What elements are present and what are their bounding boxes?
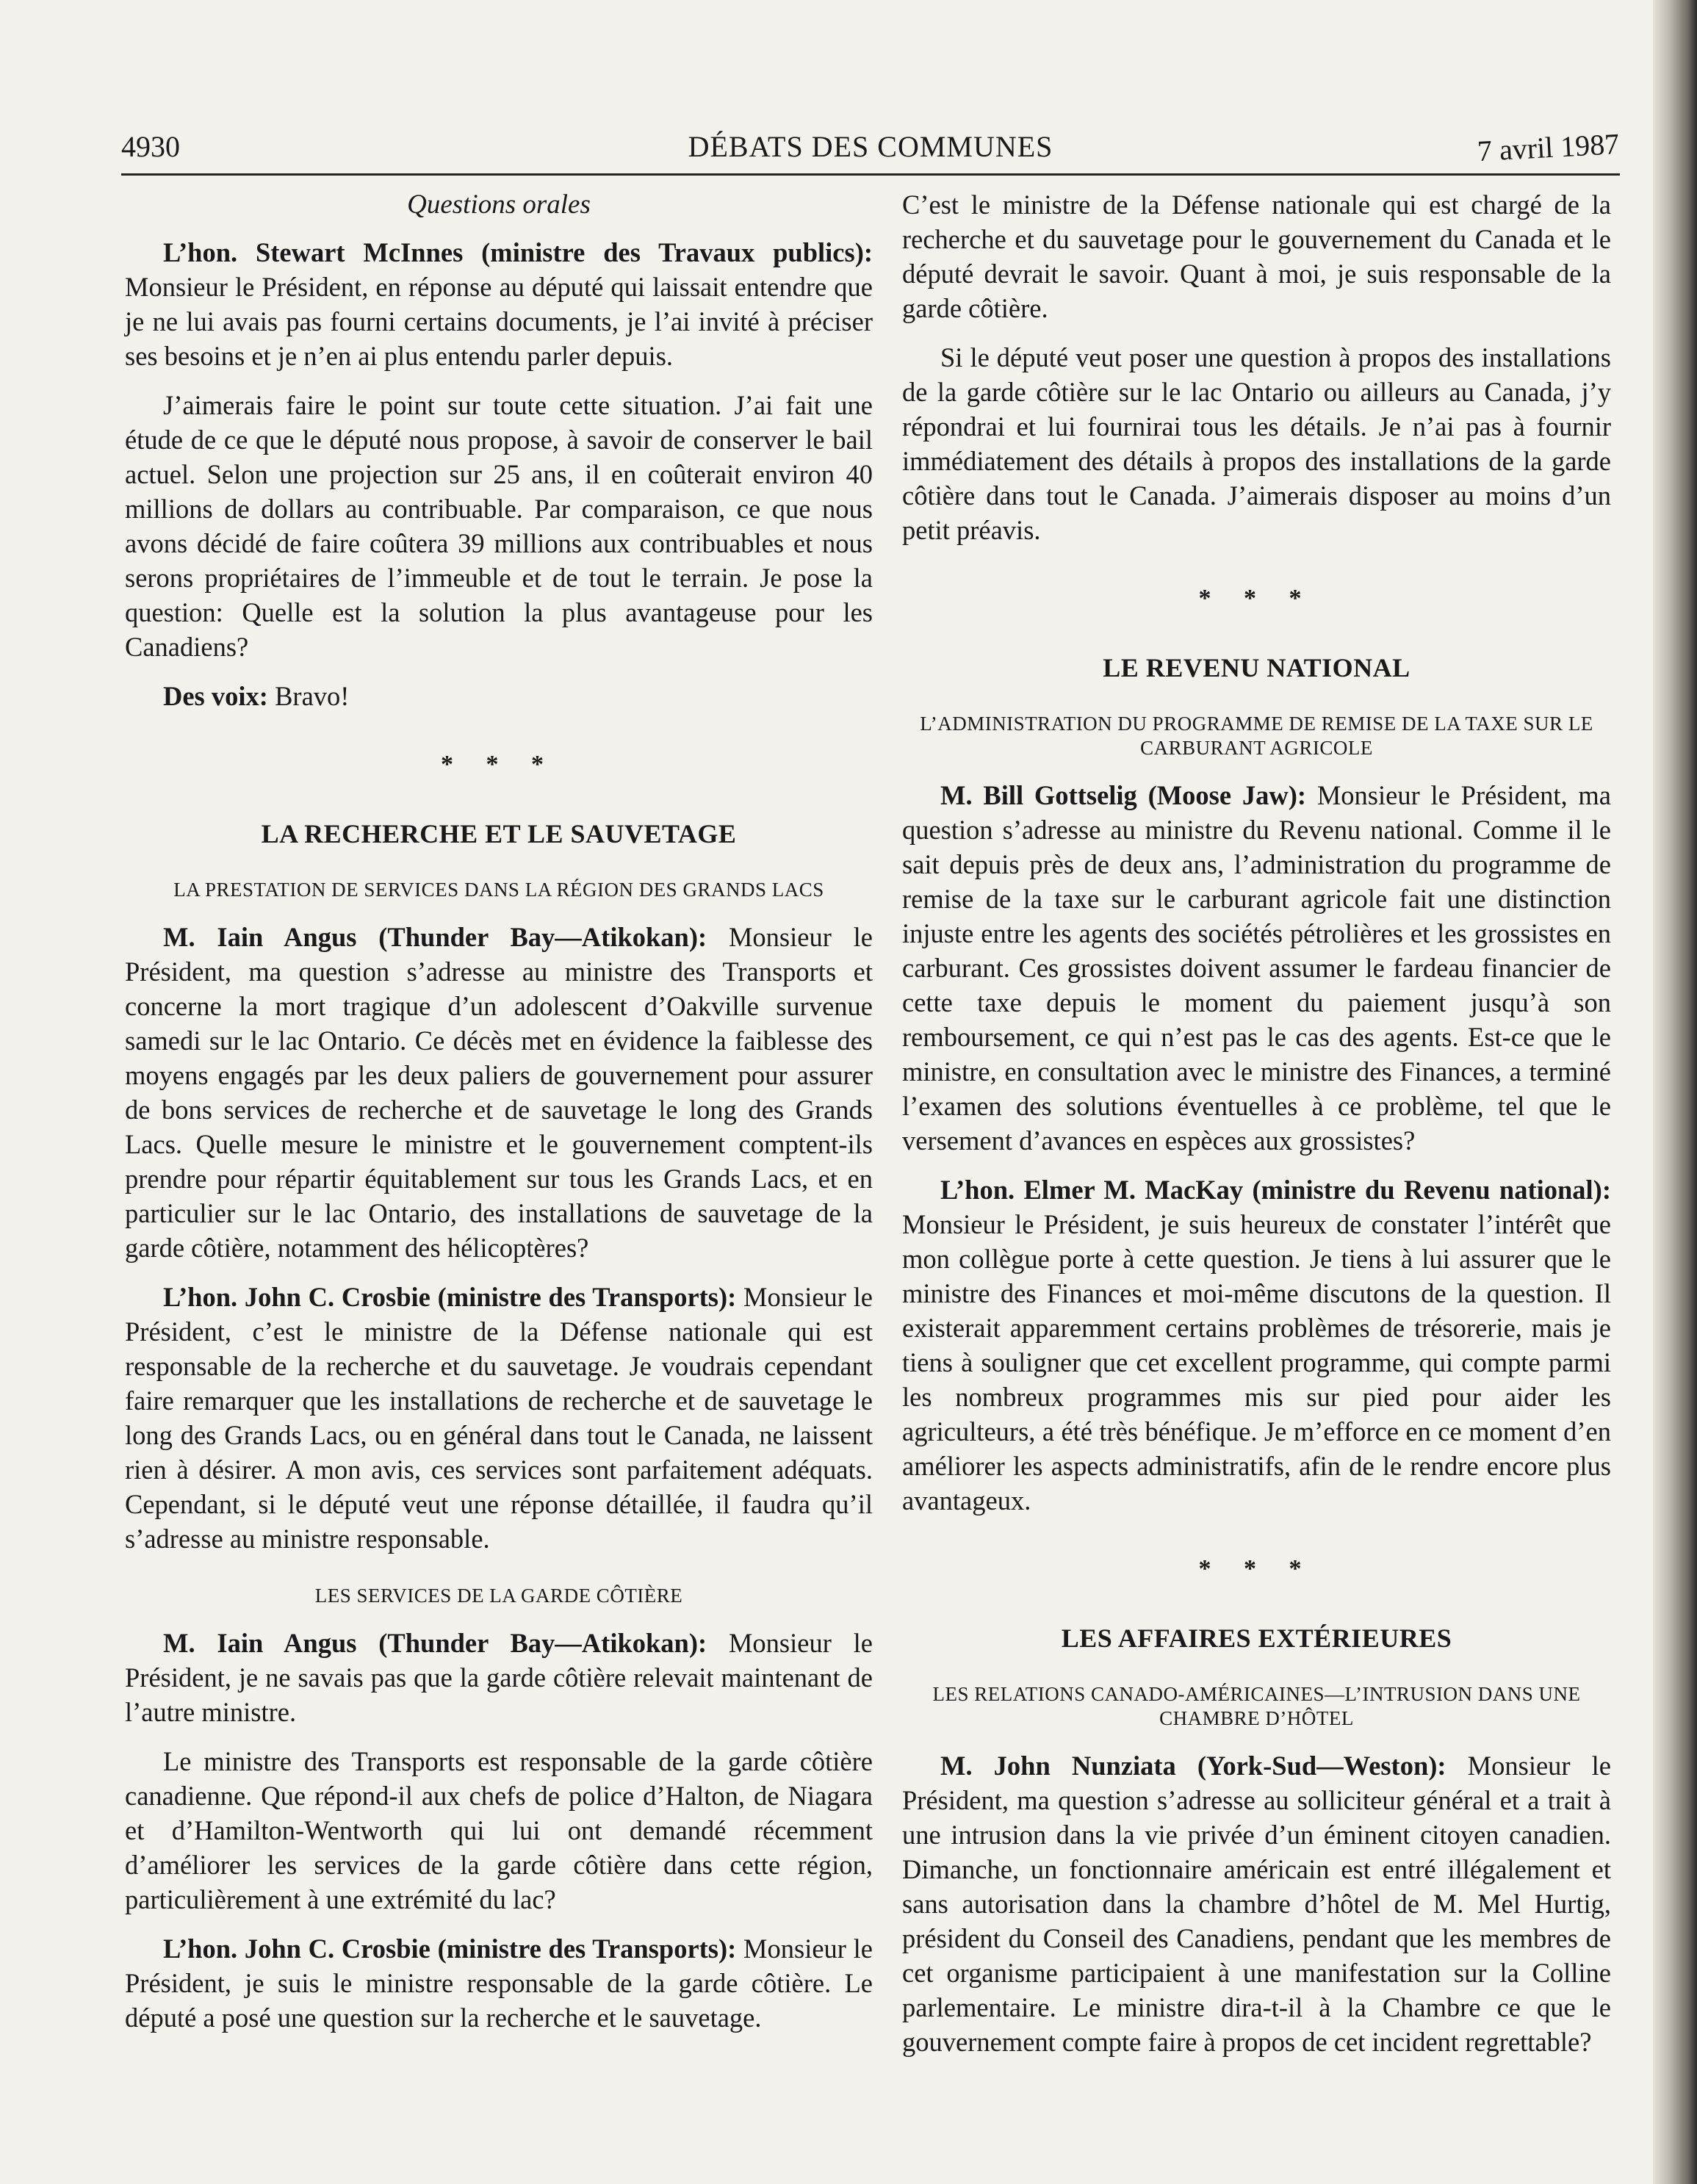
speaker-name: Des voix:	[163, 681, 268, 711]
speaker-name: L’hon. Stewart McInnes (ministre des Travaux publics):	[163, 237, 873, 267]
speaker-name: M. Bill Gottselig (Moose Jaw):	[940, 780, 1307, 810]
section-heading: LES AFFAIRES EXTÉRIEURES	[1061, 1623, 1452, 1653]
page-number: 4930	[121, 130, 180, 163]
left-column	[125, 187, 873, 2050]
subheading: LES RELATIONS CANADO-AMÉRICAINES—L’INTRUSION DANS UNE CHAMBRE D’HÔTEL	[932, 1683, 1581, 1729]
paragraph	[125, 1280, 873, 1556]
speech-text: Monsieur le Président, c’est le ministre de la Défense nationale qui est responsable de la recherche et du sauvetage. Je voudrais cependant faire remarquer que les installations de recherche et de sauvetage le long des Grands Lacs, ou en général dans tout le Canada, ne laissent rien à désirer. A mon avis, ces services sont parfaitement adéquats. Cependant, si le député veut une réponse détaillée, il faudra qu’il s’adresse au ministre responsable.	[125, 1282, 873, 1554]
speech-text: Monsieur le Président, je ne savais pas que la garde côtière relevait maintenant de l’autre ministre.	[125, 1628, 873, 1727]
paragraph	[125, 235, 873, 373]
subheading: LES SERVICES DE LA GARDE CÔTIÈRE	[314, 1585, 683, 1607]
speaker-name: M. John Nunziata (York-Sud—Weston):	[940, 1751, 1446, 1781]
speech-text: Monsieur le Président, je suis heureux de constater l’intérêt que mon collègue porte à cette question. Je tiens à lui assurer que le ministre des Finances et moi-même discutons de la question. Il existerait apparemment certains problèmes de trésorerie, mais je tiens à souligner que cet excellent programme, qui compte parmi les nombreux programmes mis sur pied pour aider les agriculteurs, a été très bénéfique. Je m’efforce en ce moment d’en améliorer les aspects administratifs, afin de le rendre encore plus avantageux.	[902, 1209, 1611, 1516]
paragraph	[125, 1931, 873, 2035]
speech-text: Monsieur le Président, en réponse au député qui laissait entendre que je ne lui avais pas fourni certains documents, je l’ai invité à préciser ses besoins et je n’en ai plus entendu parler depuis.	[125, 272, 873, 371]
page-binding-edge	[1653, 0, 1697, 2184]
paragraph	[125, 920, 873, 1265]
right-column	[902, 187, 1611, 2074]
speech-text: Monsieur le Président, je suis le ministre responsable de la garde côtière. Le député a posé une question sur la recherche et le sauvetage.	[125, 1933, 873, 2033]
paragraph: J’aimerais faire le point sur toute cette situation. J’ai fait une étude de ce que le député nous propose, à savoir de conserver le bail actuel. Selon une projection sur 25 ans, il en coûterait environ 40 millions de dollars au contribuable. Par comparaison, ce que nous avons décidé de faire coûtera 39 millions aux contribuables et nous serons propriétaires de l’immeuble et de tout le terrain. Je pose la question: Quelle est la solution la plus avantageuse pour les Canadiens?	[125, 390, 873, 662]
speaker-name: L’hon. John C. Crosbie (ministre des Transports):	[163, 1933, 737, 1964]
section-heading: LE REVENU NATIONAL	[1103, 653, 1410, 682]
section-separator: * * *	[1198, 1555, 1315, 1582]
speaker-name: L’hon. Elmer M. MacKay (ministre du Revenu national):	[940, 1175, 1611, 1205]
page-header	[121, 126, 1620, 176]
section-heading: LA RECHERCHE ET LE SAUVETAGE	[261, 819, 737, 848]
page-date: 7 avril 1987	[1476, 127, 1620, 168]
subheading: L’ADMINISTRATION DU PROGRAMME DE REMISE DE LA TAXE SUR LE CARBURANT AGRICOLE	[920, 713, 1593, 759]
section-separator: * * *	[441, 751, 557, 778]
paragraph	[902, 1748, 1611, 2059]
paragraph	[125, 679, 873, 713]
paragraph	[902, 778, 1611, 1158]
speaker-name: M. Iain Angus (Thunder Bay—Atikokan):	[163, 922, 707, 952]
paragraph: Le ministre des Transports est responsable de la garde côtière canadienne. Que répond-il aux chefs de police d’Halton, de Niagara et d’Hamilton-Wentworth qui lui ont demandé récemment d’améliorer les services de la garde côtière dans cette région, particulièrement à une extrémité du lac?	[125, 1746, 873, 1914]
speaker-name: L’hon. John C. Crosbie (ministre des Transports):	[163, 1282, 737, 1312]
section-separator: * * *	[1198, 585, 1315, 612]
speech-text: Monsieur le Président, ma question s’adresse au solliciteur général et a trait à une intrusion dans la vie privée d’un éminent citoyen canadien. Dimanche, un fonctionnaire américain est entré illégalement et sans autorisation dans la chambre d’hôtel de M. Mel Hurtig, président du Conseil des Canadiens, pendant que les membres de cet organisme participaient à une manifestation sur la Colline parlementaire. Le ministre dira-t-il à la Chambre ce que le gouvernement compte faire à propos de cet incident regrettable?	[902, 1751, 1611, 2057]
publication-title: DÉBATS DES COMMUNES	[688, 130, 1053, 163]
paragraph: C’est le ministre de la Défense nationale qui est chargé de la recherche et du sauvetage pour le gouvernement du Canada et le député devrait le savoir. Quant à moi, je suis responsable de la garde côtière.	[902, 190, 1611, 323]
speech-text: Bravo!	[267, 681, 350, 711]
speech-text: Monsieur le Président, ma question s’adresse au ministre des Transports et concerne la mort tragique d’un adolescent d’Oakville survenue samedi sur le lac Ontario. Ce décès met en évidence la faiblesse des moyens engagés par les deux paliers de gouvernement pour assurer de bons services de recherche et de sauvetage le long des Grands Lacs. Quelle mesure le ministre et le gouvernement comptent-ils prendre pour répartir équitablement sur tous les Grands Lacs, et en particulier sur le lac Ontario, des installations de sauvetage de la garde côtière, notamment des hélicoptères?	[125, 922, 873, 1263]
paragraph: Si le député veut poser une question à propos des installations de la garde côtière sur le lac Ontario ou ailleurs au Canada, j’y répondrai et lui fournirai tous les détails. Je n’ai pas à fournir immédiatement des détails à propos des installations de la garde côtière dans tout le Canada. J’aimerais disposer au moins d’un petit préavis.	[902, 342, 1611, 545]
paragraph	[125, 1626, 873, 1729]
speech-text: Monsieur le Président, ma question s’adresse au ministre du Revenu national. Comme il le sait depuis près de deux ans, l’administration du programme de remise de la taxe sur le carburant agricole fait une distinction injuste entre les agents des sociétés pétrolières et les grossistes en carburant. Ces grossistes doivent assumer le fardeau financier de cette taxe depuis le moment du paiement jusqu’à son remboursement, ce qui n’est pas le cas des agents. Est-ce que le ministre, en consultation avec le ministre des Finances, a terminé l’examen des solutions éventuelles à ce problème, tel que le versement d’avances en espèces aux grossistes?	[902, 780, 1611, 1156]
running-head: Questions orales	[407, 190, 591, 220]
paragraph	[902, 1172, 1611, 1518]
speaker-name: M. Iain Angus (Thunder Bay—Atikokan):	[163, 1628, 707, 1658]
subheading: LA PRESTATION DE SERVICES DANS LA RÉGION DES GRANDS LACS	[173, 879, 824, 901]
